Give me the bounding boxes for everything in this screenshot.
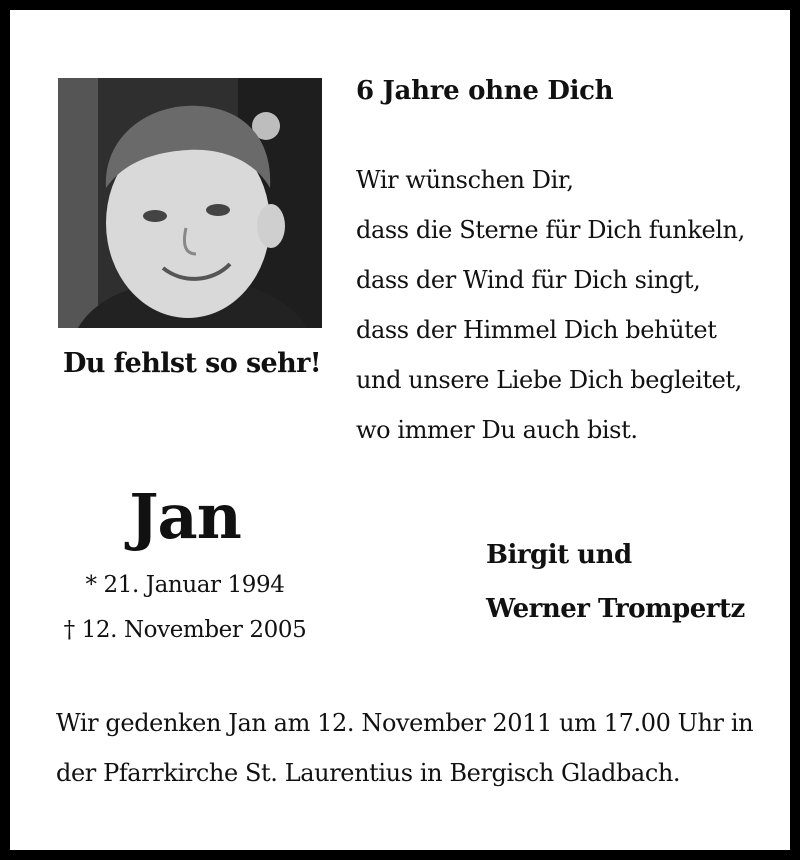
birth-date: * 21. Januar 1994: [85, 572, 285, 598]
poem-line: Wir wünschen Dir,: [356, 166, 574, 194]
memorial-service-notice: [56, 698, 766, 798]
life-dates: [50, 563, 320, 653]
deceased-name: Jan: [129, 480, 241, 553]
memorial-card: [10, 10, 790, 850]
family-line: Werner Trompertz: [486, 594, 745, 624]
notice-line: Wir gedenken Jan am 12. November 2011 um 17.00 Uhr in: [56, 709, 754, 737]
death-date: † 12. November 2005: [63, 617, 307, 643]
portrait-photo: [58, 78, 322, 328]
notice-line: der Pfarrkirche St. Laurentius in Bergisch Gladbach.: [56, 759, 681, 787]
anniversary-heading: 6 Jahre ohne Dich: [356, 76, 614, 106]
poem-line: dass der Himmel Dich behütet: [356, 316, 717, 344]
family-line: Birgit und: [486, 540, 632, 570]
photo-caption: Du fehlst so sehr!: [62, 348, 322, 379]
poem-line: wo immer Du auch bist.: [356, 416, 638, 444]
family-signature: [486, 528, 745, 636]
poem-line: dass der Wind für Dich singt,: [356, 266, 701, 294]
poem-line: dass die Sterne für Dich funkeln,: [356, 216, 745, 244]
portrait-image: [58, 78, 322, 328]
poem-line: und unsere Liebe Dich begleitet,: [356, 366, 742, 394]
memorial-poem: [356, 155, 745, 455]
